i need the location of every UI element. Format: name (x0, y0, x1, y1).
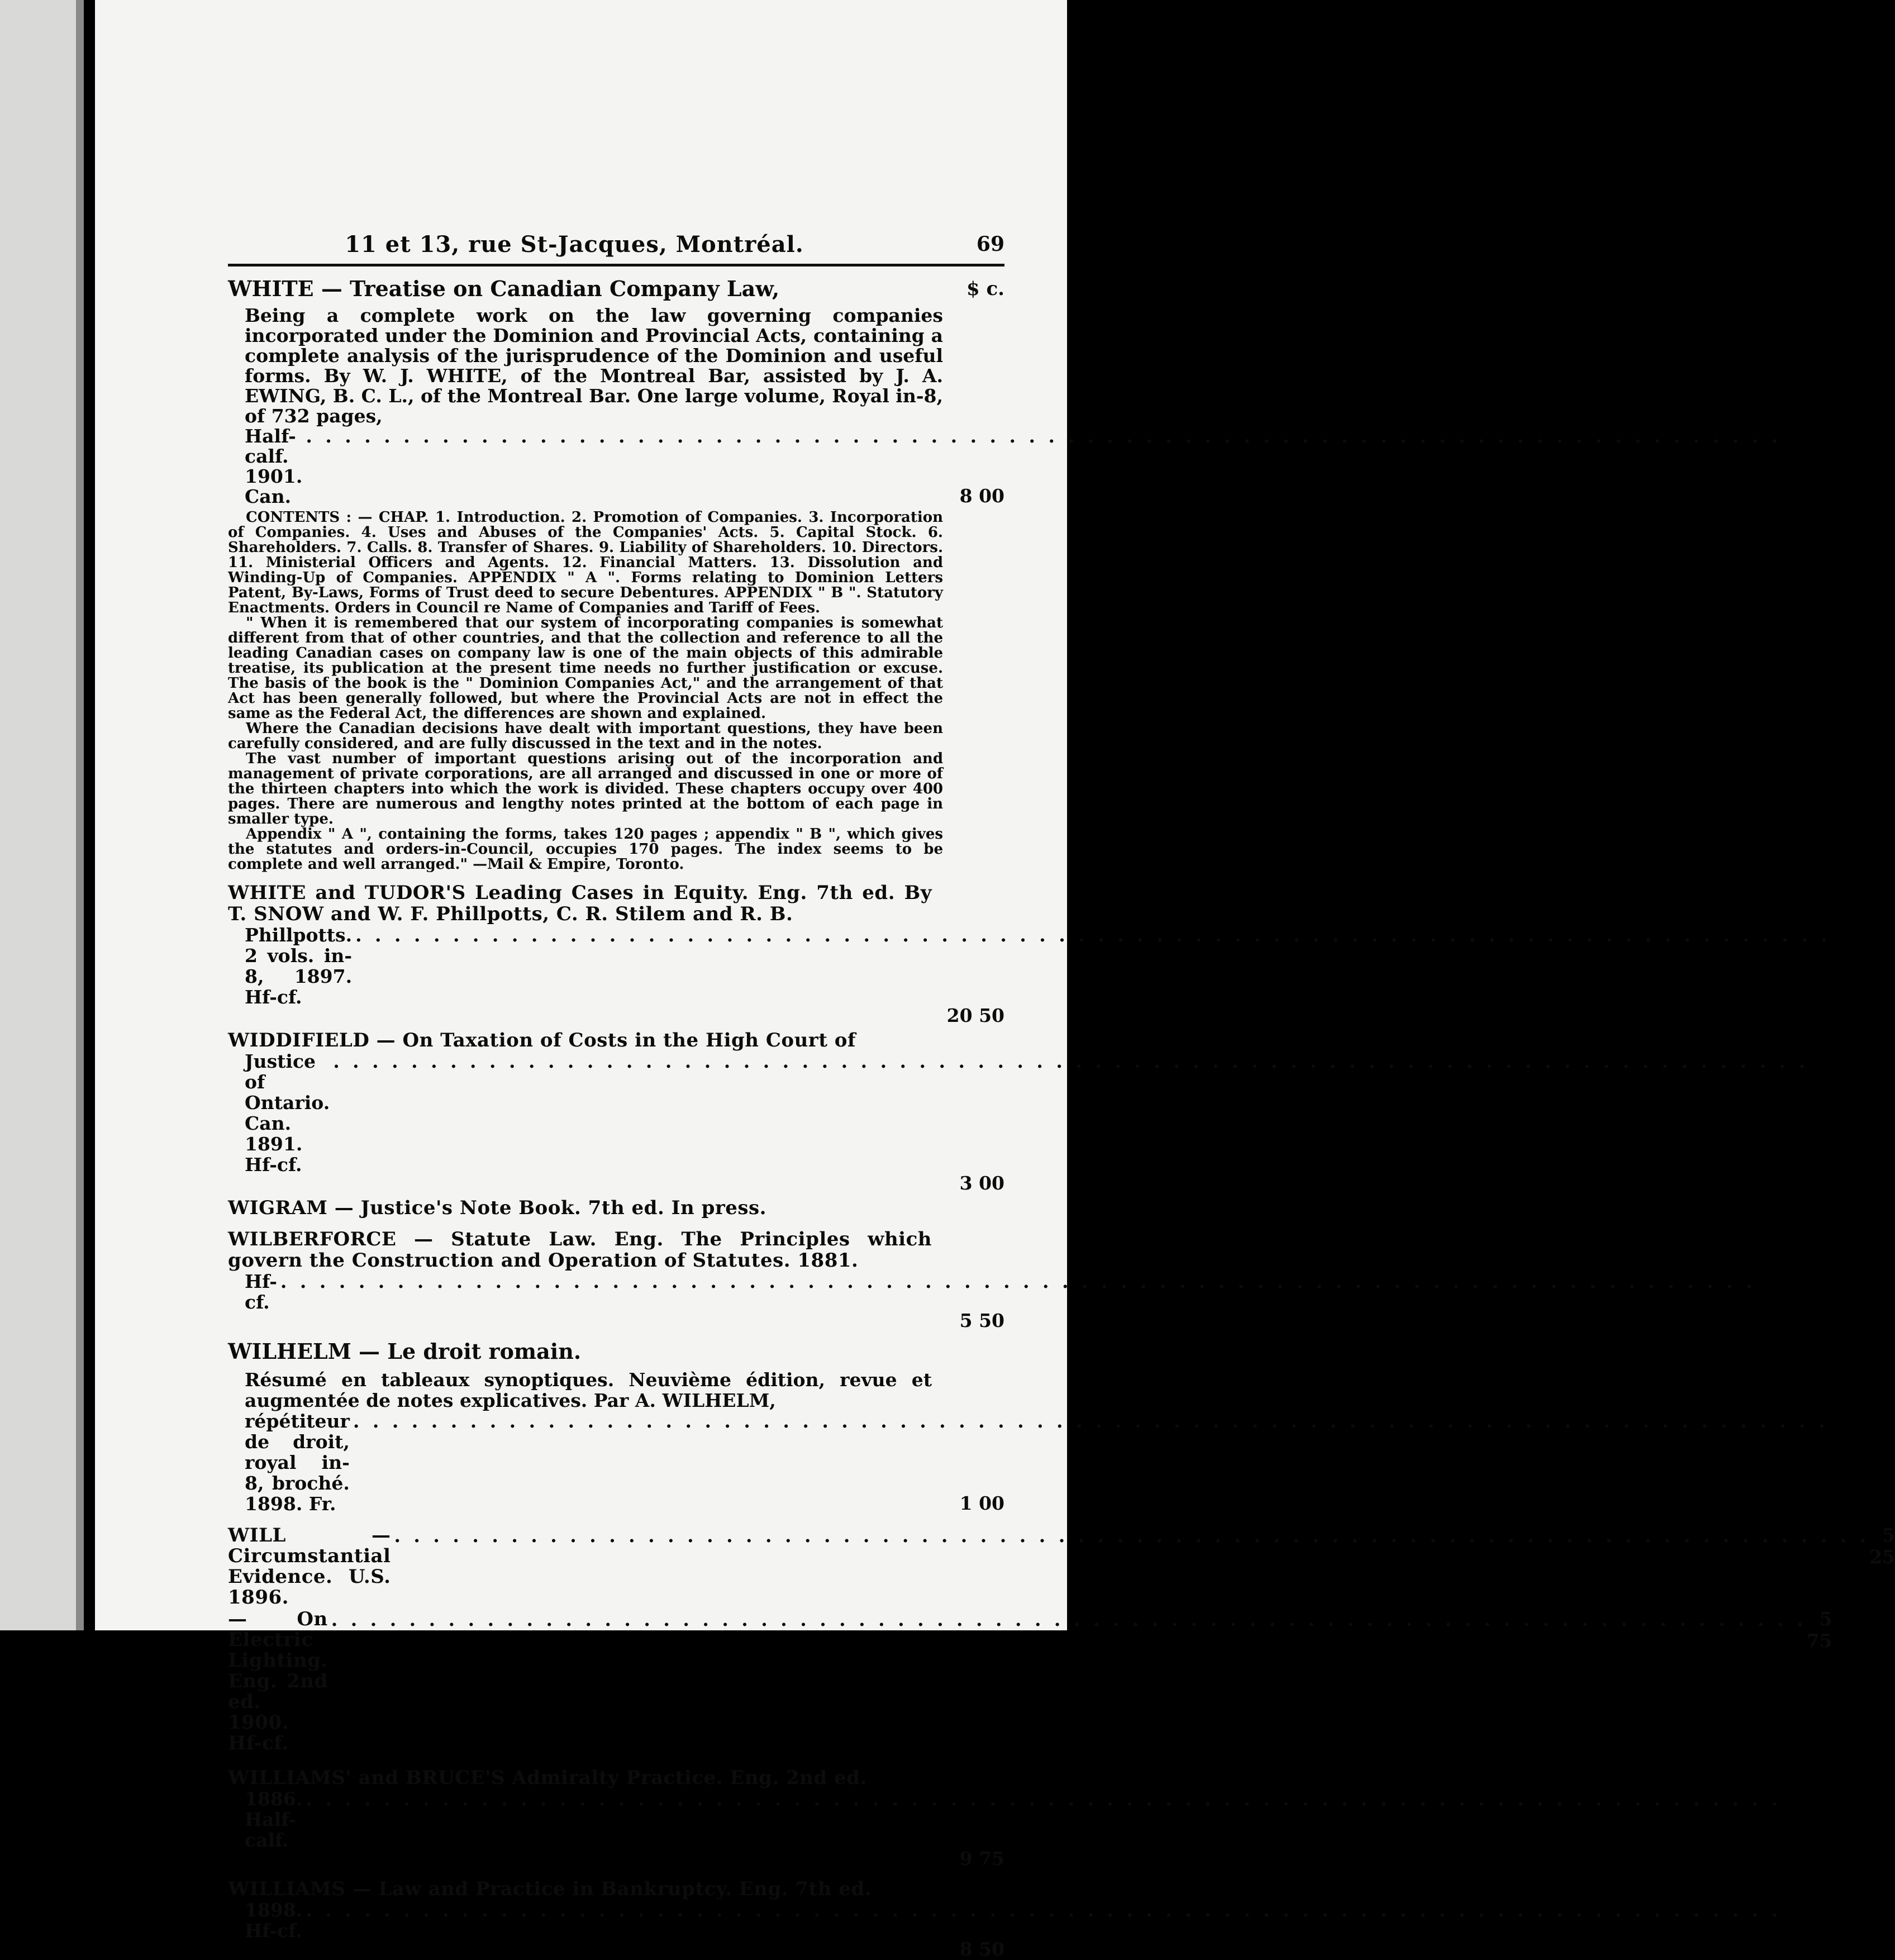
entry-white-tudor (228, 882, 1004, 1026)
publisher-address: 11 et 13, rue St-Jacques, Montréal. (345, 231, 804, 258)
book-gutter (76, 0, 84, 1630)
entry-text (228, 1229, 1004, 1312)
entry-williams-bruce (228, 1767, 1004, 1869)
entry-description: Résumé en tableaux synoptiques. Neuvième édition, revue et augmentée de notes explicatives. Par A. WILHELM, (245, 1369, 932, 1411)
review-paragraph-2: Where the Canadian decisions have dealt with important questions, they have been carefully considered, and are fully discussed in the text and in the notes. (228, 720, 943, 752)
entry-heading: WILHELM — Le droit romain. (228, 1339, 582, 1364)
entry-title: WILLIAMS — Law and Practice in Bankruptcy. Eng. 7th ed. (228, 1878, 872, 1900)
entry-row (228, 1524, 1895, 1609)
leader-dots (355, 925, 1831, 945)
facing-page-edge (0, 0, 84, 1630)
entry-text (228, 1525, 1869, 1608)
entry-title: WIDDIFIELD — On Taxation of Costs in the High Court of (228, 1029, 856, 1052)
price: 5 50 (959, 1310, 1004, 1331)
page-number: 69 (976, 232, 1004, 256)
price: 8 50 (959, 1938, 1004, 1960)
leader-dots (306, 1788, 1781, 1809)
running-header (228, 229, 1004, 267)
price-column-header: $ c. (966, 278, 1004, 300)
price: 20 50 (946, 1005, 1004, 1026)
entry-title: WIGRAM — Justice's Note Book. 7th ed. In press. (228, 1197, 767, 1219)
entry-williams (228, 1878, 1004, 1960)
entry-last-line (228, 1900, 932, 1941)
entry-last-line (228, 1051, 932, 1175)
review-paragraph-3: The vast number of important questions arising out of the incorporation and management of private corporations, are all arranged and discussed in one or more of the thirteen chapters into which the work is divided. These chapters occupy over 400 pages. There are numerous and lengthy notes printed at the bottom of each page in smaller type. (228, 750, 943, 827)
entry-title: WILBERFORCE — Statute Law. Eng. The Principles which govern the Construction and Operation of Statutes. 1881. (228, 1228, 932, 1272)
price: 5 75 (1806, 1608, 1832, 1652)
leader-dots (306, 1900, 1781, 1920)
catalogue-page (95, 0, 1895, 1960)
entry-row (228, 1608, 1832, 1754)
price: 3 00 (959, 1172, 1004, 1194)
binding-info: répétiteur de droit, royal in-8, broché. 1898. Fr. (245, 1410, 350, 1515)
binding-info: Justice of Ontario. Can. 1891. Hf-cf. (245, 1050, 330, 1176)
leader-dots (353, 1411, 1829, 1431)
entry-last-line (228, 925, 932, 1007)
entry-text (228, 1369, 1004, 1514)
entry-title: — On Electric Lighting. Eng. 2nd ed. 1900. Hf-cf. (228, 1608, 328, 1754)
entry-wilhelm (228, 1339, 1004, 1514)
entry-heading: WHITE — Treatise on Canadian Company Law, (228, 276, 780, 301)
price: 1 00 (959, 1492, 1004, 1514)
review-paragraph-1: " When it is remembered that our system of incorporating companies is somewhat different from that of other countries, and that the collection and reference to all the leading Canadian cases on company law is one of the main objects of this admirable treatise, its publication at the present time needs no further justification or excuse. The basis of the book is the " Dominion Companies Act," and the arrangement of that Act has been generally followed, but where the Provincial Acts are not in effect the same as the Federal Act, the differences are shown and explained. (228, 615, 943, 722)
price: 5 25 (1869, 1524, 1895, 1568)
entry-description (228, 306, 1004, 507)
entry-last-line (228, 1788, 932, 1850)
binding-info: Phillpotts. 2 vols. in-8, 1897. Hf-cf. (245, 924, 353, 1008)
entry-widdifield (228, 1029, 1004, 1194)
leader-dots (280, 1271, 1756, 1292)
entry-wigram (228, 1197, 1004, 1219)
review-paragraph-4: Appendix " A ", containing the forms, takes 120 pages ; appendix " B ", which gives the statutes and orders-in-Council, occupies 170 pages. The index seems to be complete and well arranged." —Mail & Empire, Toronto. (228, 826, 943, 873)
description-text: Being a complete work on the law governing companies incorporated under the Dominion and Provincial Acts, containing a complete analysis of the jurisprudence of the Dominion and useful forms. By W. J. WHITE, of the Montreal Bar, assisted by J. A. EWING, B. C. L., of the Montreal Bar. One large volume, Royal in-8, of 732 pages, (245, 305, 943, 427)
binding-info: Half-calf. 1901. Can. (245, 425, 303, 507)
entry-title: WILLIAMS' and BRUCE'S Admiralty Practice. Eng. 2nd ed. (228, 1767, 867, 1789)
price: 9 75 (959, 1848, 1004, 1869)
entry-text (228, 1030, 1004, 1175)
page-content (228, 229, 1895, 1960)
entry-title: WILL — Circumstantial Evidence. U.S. 1896. (228, 1524, 391, 1609)
binding-info: 1886. Half-calf. (245, 1788, 303, 1851)
price: 8 00 (959, 485, 1004, 507)
binding-info: 1898. Hf-cf. (245, 1899, 303, 1942)
entry-last-line (245, 426, 943, 507)
leader-dots (331, 1609, 1807, 1754)
entry-last-line (228, 1411, 932, 1514)
entry-text (228, 882, 1004, 1007)
entry-white-treatise (228, 277, 1004, 507)
entry-text (228, 1609, 1807, 1754)
entry-last-line (228, 1271, 932, 1312)
entry-text (228, 1197, 1004, 1219)
leader-dots (394, 1525, 1869, 1608)
entry-text (228, 1878, 1004, 1941)
entry-title: WHITE and TUDOR'S Leading Cases in Equity. Eng. 7th ed. By T. SNOW and W. F. Phillpotts, C. R. Stilem and R. B. (228, 882, 932, 925)
binding-info: Hf-cf. (245, 1271, 277, 1313)
contents-and-review (228, 510, 1004, 872)
entry-will (228, 1524, 1895, 1754)
leader-dots (333, 1051, 1808, 1072)
entry-text (228, 1767, 1004, 1850)
leader-dots (306, 426, 1781, 446)
entry-wilberforce (228, 1228, 1004, 1331)
contents-paragraph: CONTENTS : — CHAP. 1. Introduction. 2. Promotion of Companies. 3. Incorporation of Companies. 4. Uses and Abuses of the Companies' Acts. 5. Capital Stock. 6. Shareholders. 7. Calls. 8. Transfer of Shares. 9. Liability of Shareholders. 10. Directors. 11. Ministerial Officers and Agents. 12. Financial Matters. 13. Dissolution and Winding-Up of Companies. APPENDIX " A ". Forms relating to Dominion Letters Patent, By-Laws, Forms of Trust deed to secure Debentures. APPENDIX " B ". Statutory Enactments. Orders in Council re Name of Companies and Tariff of Fees. (228, 509, 943, 616)
